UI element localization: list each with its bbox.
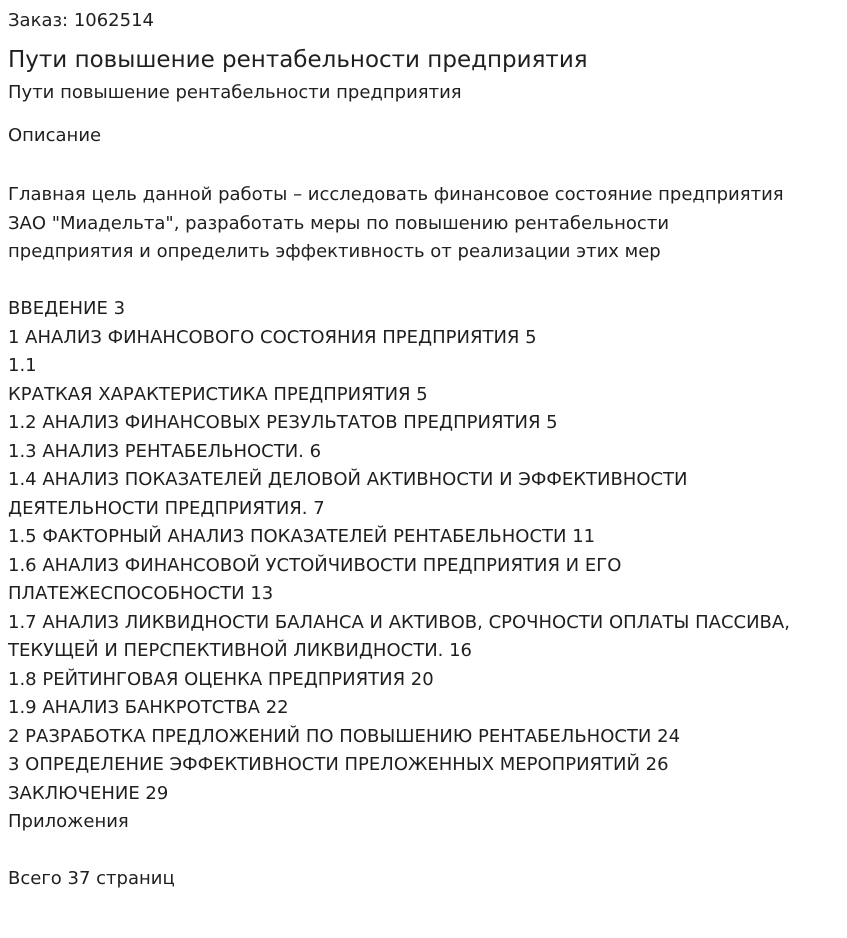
description-line: ЗАО "Миадельта", разработать меры по повышению рентабельности — [8, 212, 670, 234]
toc-item: 1.7 АНАЛИЗ ЛИКВИДНОСТИ БАЛАНСА И АКТИВОВ, СРОЧНОСТИ ОПЛАТЫ ПАССИВА, ТЕКУЩЕЙ И ПЕРСПЕКТИВНОЙ ЛИКВИДНОСТИ. 16 — [8, 611, 790, 661]
description-line: Главная цель данной работы – исследовать финансовое состояние предприятия — [8, 184, 784, 205]
page-subtitle: Пути повышение рентабельности предприятия — [8, 82, 462, 103]
description-line: предприятия и определить эффективность от реализации этих мер — [8, 241, 661, 262]
toc-item: 1.8 РЕЙТИНГОВАЯ ОЦЕНКА ПРЕДПРИЯТИЯ 20 — [8, 668, 434, 690]
table-of-contents — [8, 295, 838, 837]
page-count: Всего 37 страниц — [8, 868, 175, 889]
toc-item: 1.6 АНАЛИЗ ФИНАНСОВОЙ УСТОЙЧИВОСТИ ПРЕДПРИЯТИЯ И ЕГО ПЛАТЕЖЕСПОСОБНОСТИ 13 — [8, 554, 622, 604]
toc-item: 1.4 АНАЛИЗ ПОКАЗАТЕЛЕЙ ДЕЛОВОЙ АКТИВНОСТИ И ЭФФЕКТИВНОСТИ ДЕЯТЕЛЬНОСТИ ПРЕДПРИЯТИЯ. 7 — [8, 469, 688, 519]
order-number: Заказ: 1062514 — [8, 10, 154, 31]
toc-item: 1.3 АНАЛИЗ РЕНТАБЕЛЬНОСТИ. 6 — [8, 440, 322, 462]
toc-item: 1.2 АНАЛИЗ ФИНАНСОВЫХ РЕЗУЛЬТАТОВ ПРЕДПРИЯТИЯ 5 — [8, 412, 558, 433]
toc-item: 1 АНАЛИЗ ФИНАНСОВОГО СОСТОЯНИЯ ПРЕДПРИЯТИЯ 5 — [8, 326, 537, 348]
toc-item: ВВЕДЕНИЕ 3 — [8, 298, 126, 319]
toc-item: Приложения — [8, 811, 129, 832]
toc-item: 1.1 — [8, 355, 37, 376]
description-heading: Описание — [8, 125, 102, 146]
toc-item: 1.5 ФАКТОРНЫЙ АНАЛИЗ ПОКАЗАТЕЛЕЙ РЕНТАБЕЛЬНОСТИ 11 — [8, 526, 596, 547]
page-title: Пути повышение рентабельности предприятия — [8, 47, 588, 73]
toc-item: ЗАКЛЮЧЕНИЕ 29 — [8, 782, 169, 804]
description-text — [8, 181, 838, 267]
toc-item: 1.9 АНАЛИЗ БАНКРОТСТВА 22 — [8, 697, 289, 718]
toc-item: 3 ОПРЕДЕЛЕНИЕ ЭФФЕКТИВНОСТИ ПРЕЛОЖЕННЫХ МЕРОПРИЯТИЙ 26 — [8, 754, 669, 775]
toc-item: КРАТКАЯ ХАРАКТЕРИСТИКА ПРЕДПРИЯТИЯ 5 — [8, 383, 428, 405]
toc-item: 2 РАЗРАБОТКА ПРЕДЛОЖЕНИЙ ПО ПОВЫШЕНИЮ РЕНТАБЕЛЬНОСТИ 24 — [8, 725, 681, 747]
